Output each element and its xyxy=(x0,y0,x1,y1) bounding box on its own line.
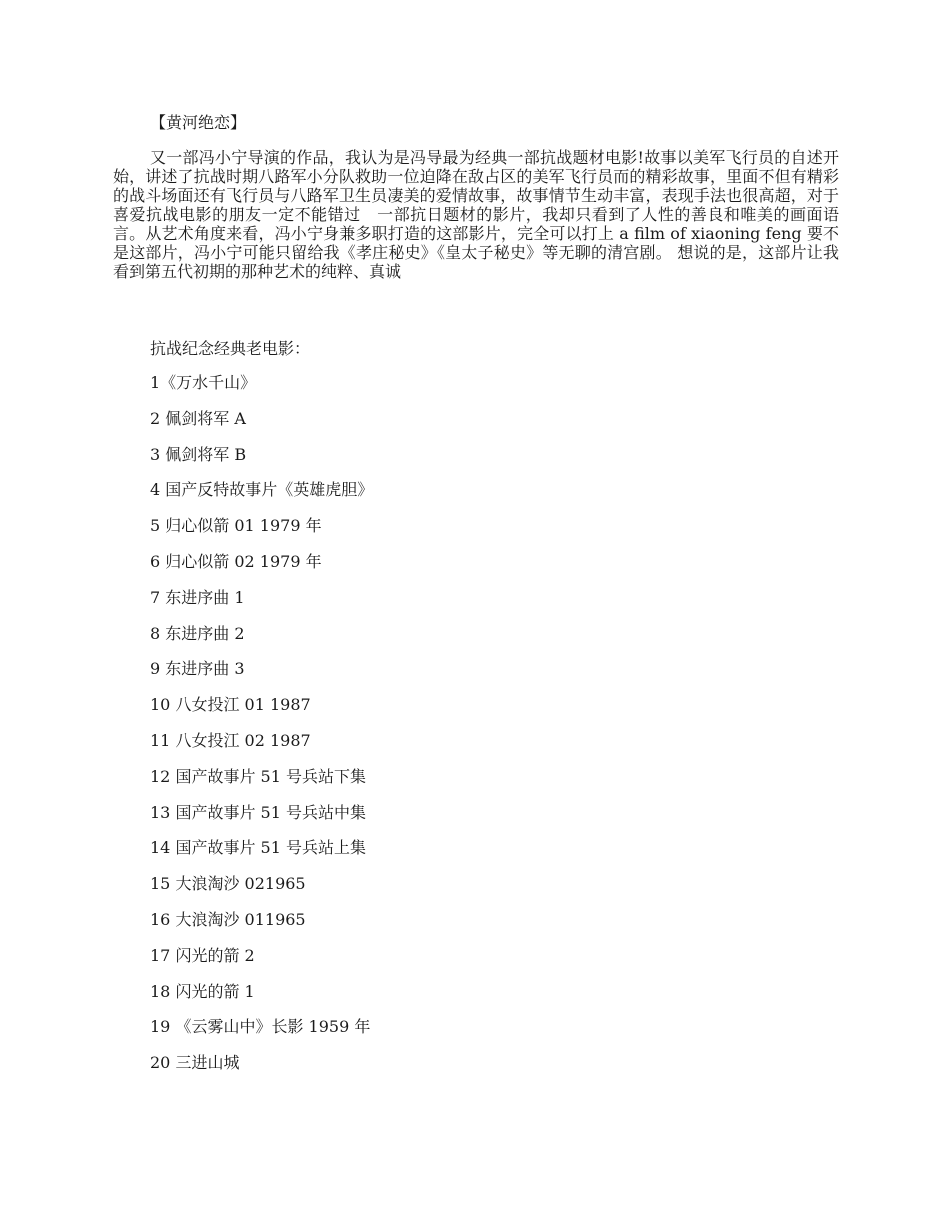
list-item: 11 八女投江 02 1987 xyxy=(150,730,311,750)
list-item: 1《万水千山》 xyxy=(150,373,257,392)
list-item: 5 归心似箭 01 1979 年 xyxy=(150,516,322,536)
list-item: 17 闪光的箭 2 xyxy=(150,945,255,965)
list-item: 6 归心似箭 02 1979 年 xyxy=(150,551,322,571)
list-item: 9 东进序曲 3 xyxy=(150,659,245,679)
list-item: 7 东进序曲 1 xyxy=(150,587,245,607)
list-item: 2 佩剑将军 A xyxy=(150,408,246,428)
list-item: 16 大浪淘沙 011965 xyxy=(150,909,306,929)
list-item: 14 国产故事片 51 号兵站上集 xyxy=(150,838,366,858)
list-item: 4 国产反特故事片《英雄虎胆》 xyxy=(150,480,374,500)
film-list-heading: 抗战纪念经典老电影： xyxy=(150,339,311,358)
list-item: 8 东进序曲 2 xyxy=(150,623,245,643)
list-item: 10 八女投江 01 1987 xyxy=(150,695,311,715)
list-item: 3 佩剑将军 B xyxy=(150,444,247,464)
list-item: 18 闪光的箭 1 xyxy=(150,981,255,1001)
article-title: 【黄河绝恋】 xyxy=(150,113,247,132)
list-item: 15 大浪淘沙 021965 xyxy=(150,874,306,894)
list-item: 12 国产故事片 51 号兵站下集 xyxy=(150,766,366,786)
list-item: 19 《云雾山中》长影 1959 年 xyxy=(150,1017,371,1037)
list-item: 13 国产故事片 51 号兵站中集 xyxy=(150,802,366,822)
article-intro-paragraph: 又一部冯小宁导演的作品，我认为是冯导最为经典一部抗战题材电影!故事以美军飞行员的自述开始，讲述了抗战时期八路军小分队救助一位迫降在敌占区的美军飞行员而的精彩故事，里面不但有精彩的战斗场面还有飞行员与八路军卫生员凄美的爱情故事，故事情节生动丰富，表现手法也很高超，对于喜爱抗战电影的朋友一定不能错过 一部抗日题材的影片，我却只看到了人性的善良和唯美的画面语言。从艺术角度来看，冯小宁身兼多职打造的这部影片，完全可以打上 a film of xiaoning feng 要不是这部片，冯小宁可能只留给我《孝庄秘史》《皇太子秘史》等无聊的清宫剧。 想说的是，这部片让我看到第五代初期的那种艺术的纯粹、真诚 xyxy=(113,148,839,281)
film-list xyxy=(150,372,373,1088)
list-item: 20 三进山城 xyxy=(150,1053,240,1073)
